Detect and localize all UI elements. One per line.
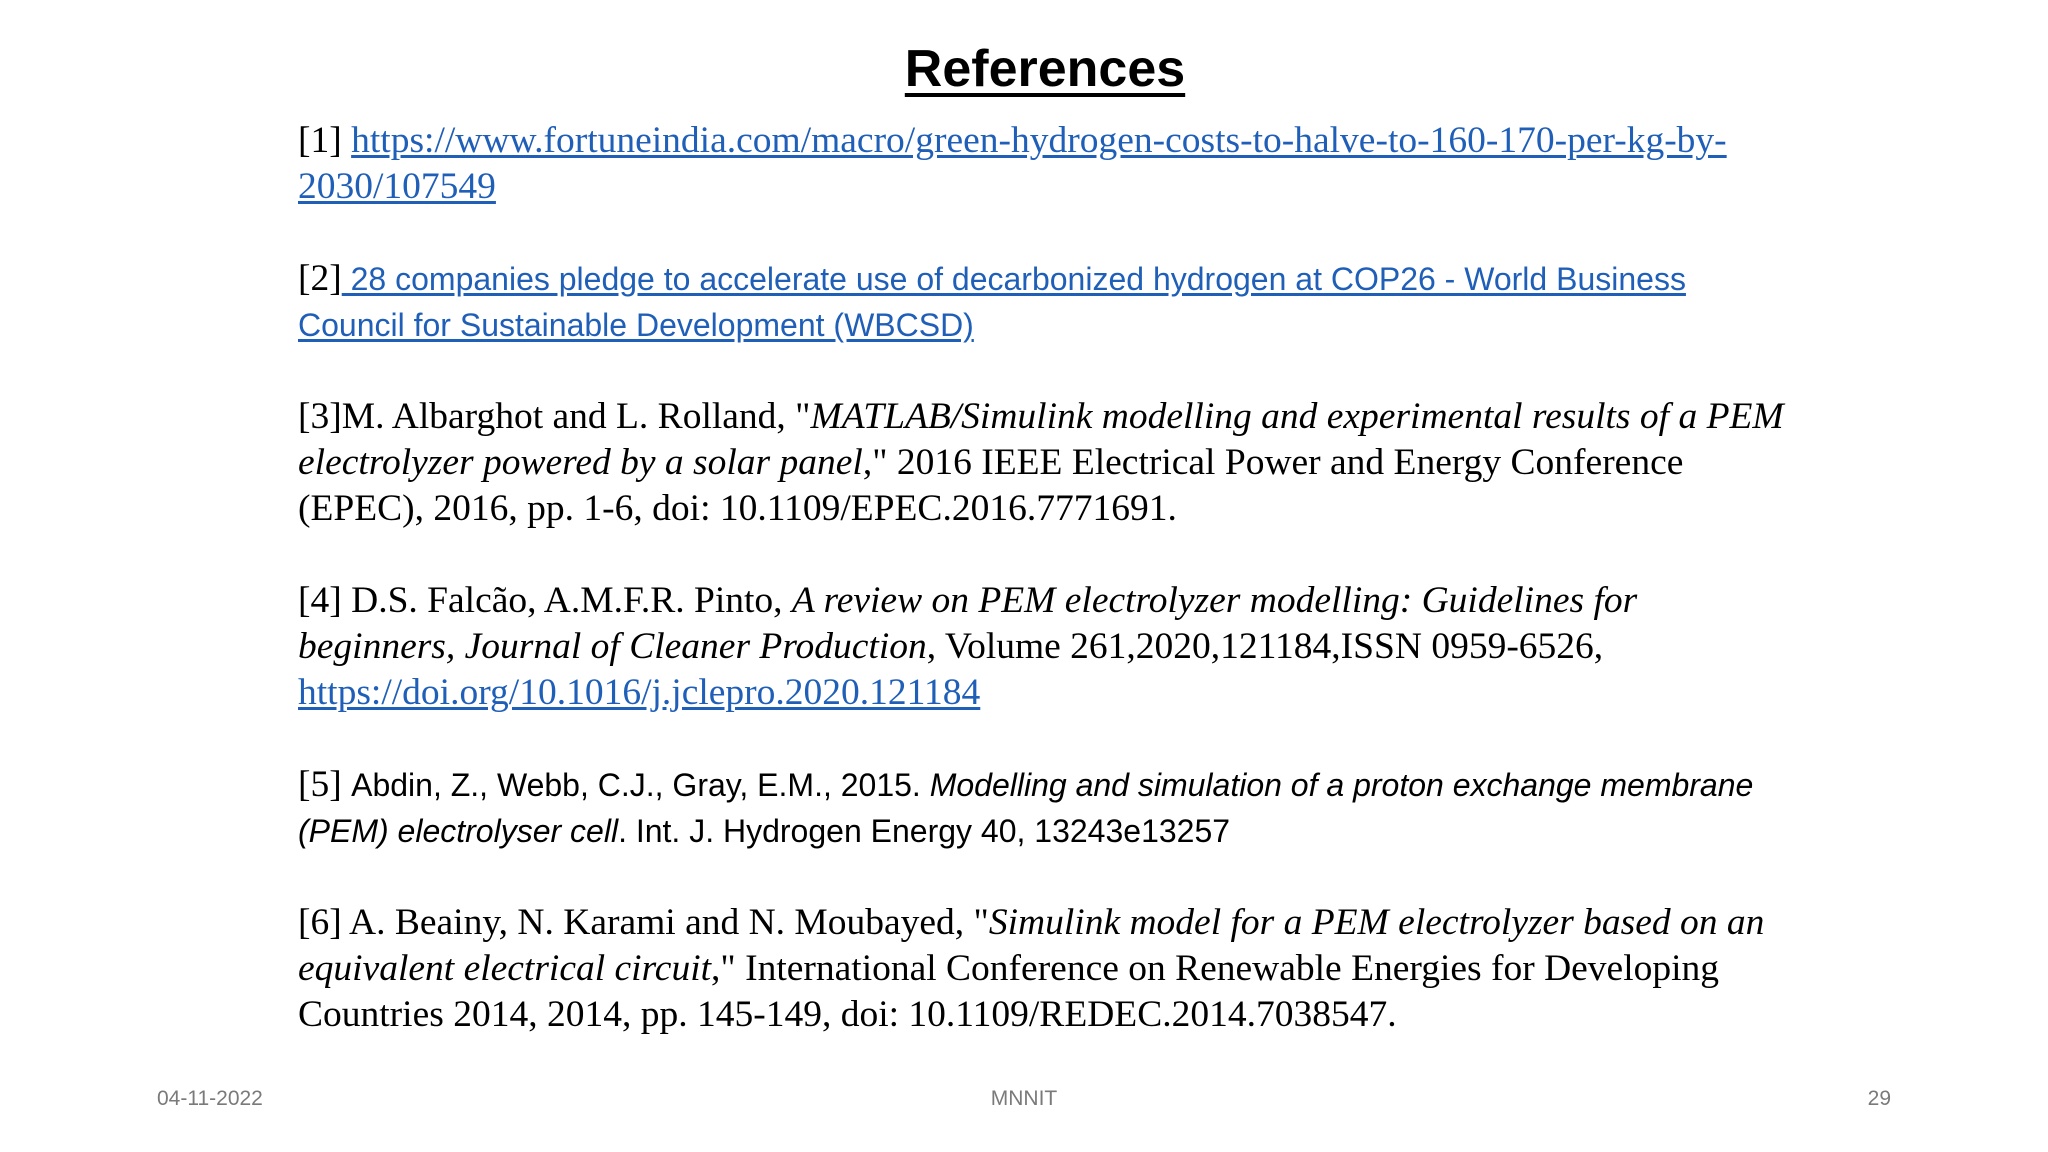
reference-4 <box>298 578 1798 716</box>
reference-6 <box>298 900 1798 1038</box>
reference-link[interactable]: 28 companies pledge to accelerate use of decarbonized hydrogen at COP26 - World Business Council for Sustainable Development (WBCSD) <box>298 261 1686 343</box>
reference-details: ," 2016 IEEE Electrical Power and Energy Conference (EPEC), 2016, pp. 1-6, doi: 10.1109/EPEC.2016.7771691. <box>298 442 1684 529</box>
reference-title: MATLAB/Simulink modelling and experimental results of a PEM electrolyzer powered by a solar panel <box>298 396 1784 483</box>
reference-title: Modelling and simulation of a proton exchange membrane (PEM) electrolyser cell <box>298 767 1754 849</box>
reference-1 <box>298 118 1798 210</box>
reference-title: Simulink model for a PEM electrolyzer based on an equivalent electrical circuit <box>298 902 1765 989</box>
footer-date: 04-11-2022 <box>157 1087 263 1110</box>
reference-5 <box>298 762 1798 854</box>
reference-link[interactable]: https://www.fortuneindia.com/macro/green-hydrogen-costs-to-halve-to-160-170-per-kg-by-2030/107549 <box>298 120 1727 207</box>
reference-authors: M. Albarghot and L. Rolland, " <box>341 396 811 437</box>
reference-details: ," International Conference on Renewable Energies for Developing Countries 2014, 2014, pp. 145-149, doi: 10.1109/REDEC.2014.7038547. <box>298 948 1720 1035</box>
reference-title: A review on PEM electrolyzer modelling: Guidelines for beginners, Journal of Cleaner Production <box>298 580 1638 667</box>
reference-authors: A. Beainy, N. Karami and N. Moubayed, " <box>349 902 989 943</box>
reference-details: , Volume 261,2020,121184,ISSN 0959-6526, <box>926 626 1604 667</box>
reference-authors: D.S. Falcão, A.M.F.R. Pinto, <box>351 580 792 621</box>
page-title: References <box>904 40 1186 98</box>
footer-institution: MNNIT <box>990 1087 1058 1110</box>
reference-number: [4] <box>298 580 352 621</box>
reference-number: [1] <box>298 120 352 161</box>
reference-number: [2] <box>298 258 342 299</box>
reference-2 <box>298 256 1798 348</box>
reference-details: . Int. J. Hydrogen Energy 40, 13243e13257 <box>618 813 1231 849</box>
reference-authors: Abdin, Z., Webb, C.J., Gray, E.M., 2015. <box>351 767 930 803</box>
reference-number: [5] <box>298 764 352 805</box>
reference-number: [3] <box>298 396 342 437</box>
reference-3 <box>298 394 1798 532</box>
slide-number: 29 <box>1867 1087 1891 1110</box>
reference-number: [6] <box>298 902 350 943</box>
reference-link[interactable]: https://doi.org/10.1016/j.jclepro.2020.121184 <box>298 672 981 713</box>
